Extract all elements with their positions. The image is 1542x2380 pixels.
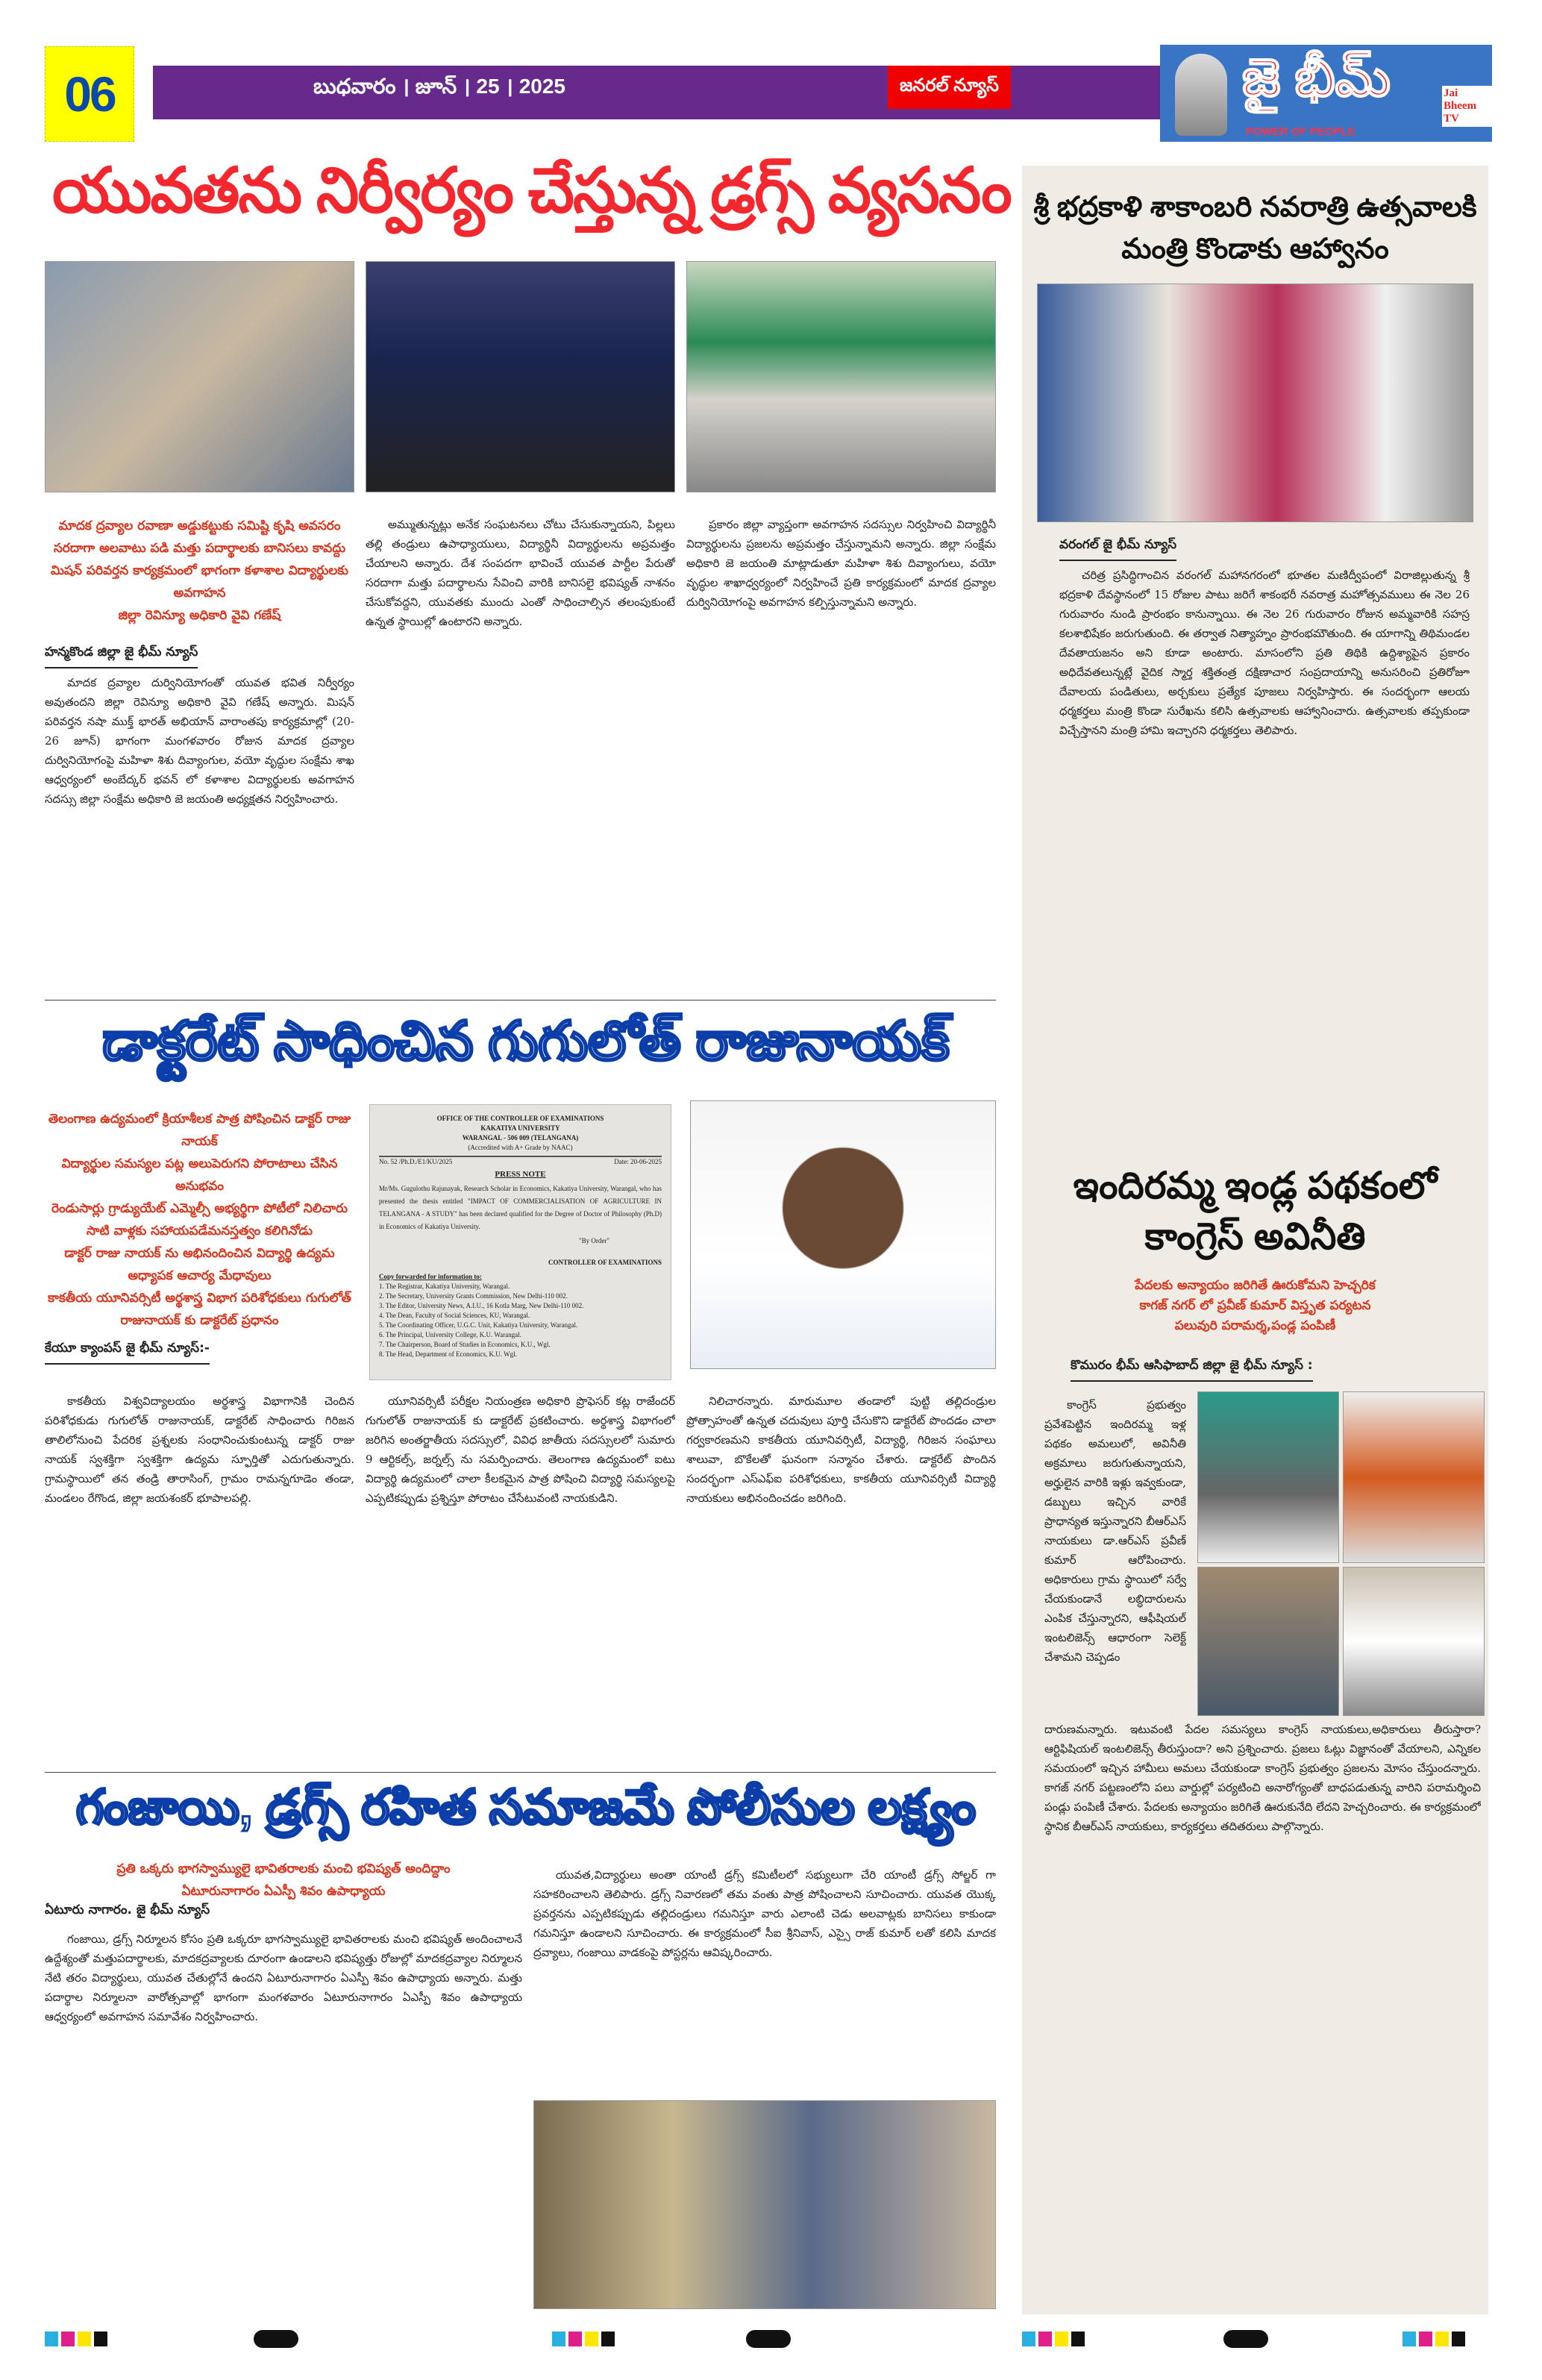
article-column: అమ్ముతున్నట్లు అనేక సంఘటనలు చోటు చేసుకున్నాయని, పిల్లలు తల్లి తండ్రులు ఉపాధ్యాయులు, విద్యార్థినీ విద్యార్థులను అప్రమత్తం చేయాలని అన్నారు. దేశ సంపదగా భావించే యువత పార్టీల పేరుతో సరదాగా మత్తు పదార్థాలను సేవించి వారికి బానిసలై భవిష్యత్ నాశనం చేసుకోవద్దని, యువతకు ముందు ఎంతో సాధించాల్సిన తలంపుకుంటే ఉన్నత స్థాయిల్లో ఉంటారని అన్నారు.: [366, 518, 675, 628]
page-number: 06: [45, 46, 134, 142]
subhead: పేదలకు అన్యాయం జరిగితే ఊరుకోమని హెచ్చరిక: [1135, 1278, 1376, 1293]
photo-audience: [366, 261, 675, 492]
logo-name: జై భీమ్: [1242, 48, 1391, 107]
press-copy-item: 4. The Dean, Faculty of Social Sciences, KU, Warangal.: [379, 1312, 530, 1319]
press-university: KAKATIYA UNIVERSITY: [480, 1124, 560, 1132]
press-date: Date: 20-06-2025: [614, 1158, 662, 1165]
photo-mission-parivarthana: [686, 261, 996, 492]
byline: కొమురం భీమ్ ఆసిఫాబాద్ జిల్లా జై భీమ్ న్యూస్ :: [1071, 1358, 1313, 1382]
press-copy-item: 2. The Secretary, University Grants Commission, New Delhi-110 002.: [379, 1292, 568, 1300]
headline-bhadrakali: శ్రీ భద్రకాళి శాకాంబరి నవరాత్రి ఉత్సవాలకి మంత్రి కొండాకు ఆహ్వానం: [1033, 192, 1477, 265]
subhead: సరదాగా అలవాటు పడి మత్తు పదార్థాలకు బానిసలు కావద్దు: [53, 541, 346, 556]
photo-visit-4: [1343, 1567, 1485, 1716]
registration-mark: [1223, 2330, 1268, 2348]
byline: వరంగల్ జై భీమ్ న్యూస్: [1059, 537, 1176, 561]
divider: [45, 1772, 996, 1773]
story-bhadrakali-body: [1059, 537, 1470, 1155]
issue-date: బుధవారం । జూన్ । 25 । 2025: [313, 75, 565, 98]
subhead: పలువురి పరామర్శ,పండ్ల పంపిణీ: [1174, 1318, 1336, 1333]
subheads-story5: [1037, 1276, 1473, 1336]
press-copy-heading: Copy forwarded for information to:: [379, 1273, 482, 1280]
press-copy-item: 7. The Chairperson, Board of Studies in Economics, K.U., Wgl.: [379, 1341, 551, 1348]
byline: కేయూ క్యాంపస్ జై భీమ్ న్యూస్:-: [45, 1341, 210, 1365]
subhead: మాదక ద్రవ్యాల రవాణా అడ్డుకట్టుకు సమిష్టి కృషి అవసరం: [58, 519, 341, 533]
press-copy-item: 6. The Principal, University College, K.U. Warangal.: [379, 1331, 521, 1338]
press-address: WARANGAL - 506 009 (TELANGANA): [462, 1134, 579, 1142]
article-column: నిలిచారన్నారు. మారుమూల తండాలో పుట్టి తల్లిదండ్రుల ప్రోత్సాహంతో ఉన్నత చదువులు పూర్తి చేసుకొని డాక్టరేట్ పొందడం చాలా గర్వకారణమని కాకతీయ యూనివర్సిటీ, విద్యార్థి, గిరిజన సంఘాలు శాలువా, బొకేలతో ఘనంగా సన్మానం చేశారు. డాక్టరేట్ పొందిన సందర్భంగా ఎస్ఎఫ్ఐ పరిశోధకులు, కాకతీయ యూనివర్సిటీ విద్యార్థి నాయకులు అభినందించడం జరిగింది.: [686, 1394, 996, 1505]
article-column: యువత,విద్యార్థులు అంతా యాంటీ డ్రగ్స్ కమిటీలలో సభ్యులుగా చేరి యాంటీ డ్రగ్స్ సోల్జర్ గా సహకరించాలని తెలిపారు. డ్రగ్స్ నివారణలో తమ వంతు పాత్ర పోషించాలని సూచించారు. యువత యొక్క ప్రవర్తనను ఎప్పటికప్పుడు తల్లిదండ్రులు గమనిస్తూ వారు ఎలాంటి చెడు అలవాట్లకు బానిసలు కాకుండా గమనిస్తూ ఉండాలని సూచించారు. ఈ కార్యక్రమంలో సీఐ శ్రీనివాస్, ఎస్సై రాజ్ కుమార్ లతో కలిసి మాదక ద్రవ్యాలు, గంజాయి వాడకంపై పోస్టర్లను ఆవిష్కరించారు.: [533, 1868, 996, 1959]
logo-tagline: POWER OF PEOPLE: [1246, 125, 1355, 138]
registration-mark: [254, 2330, 298, 2348]
photo-lamp-lighting: [45, 261, 354, 492]
headline-ganja: గంజాయి, డ్రగ్స్ రహిత సమాజమే పోలీసుల లక్ష్యం: [75, 1780, 977, 1834]
registration-mark: [746, 2330, 791, 2348]
subhead: కాగజ్ నగర్ లో ప్రవీణ్ కుమార్ విస్తృత పర్యటన: [1139, 1298, 1371, 1313]
photo-visit-1: [1197, 1391, 1339, 1563]
press-signatory: CONTROLLER OF EXAMINATIONS: [548, 1259, 662, 1266]
press-accreditation: (Accredited with A+ Grade by NAAC): [468, 1144, 573, 1151]
photo-minister-invitation: [1037, 284, 1473, 522]
subheads-story3: [45, 1858, 522, 2295]
press-text: Mr/Ms. Gugulothu Rajunayak, Research Scholar in Economics, Kakatiya University, Warangal, who has presented the thesis entitled "IMPACT OF COMMERCIALISATION OF AGRICULTURE IN TELANGANA - A STUDY" has been declared qualified for the Degree of Doctor of Philosophy (Ph.D) in Economics of Kakatiya University.: [379, 1185, 662, 1230]
subheads-story1: [45, 515, 354, 927]
article-body: దారుణమన్నారు. ఇటువంటి పేదల సమస్యలు కాంగ్రెస్ నాయకులు,అధికారులు తీరుస్తారా? ఆర్టిఫిషియల్ ఇంటలిజెన్స్ తీరుస్తుందా? అని ప్రశ్నించారు. ప్రజలు ఓట్లు విజ్ఞానంతో వేయాలని, ఎన్నికల సమయంలో ఇచ్చిన హామీలు అమలు చేయకుండా కాంగ్రెస్ ప్రభుత్వం ప్రజలను మోసం చేస్తుందన్నారు. కాగజ్ నగర్ పట్టణంలోని పలు వార్డుల్లో పర్యటించి అనారోగ్యంతో బాధపడుతున్న వారిని పరామర్శించి పండ్లు పంపిణీ చేశారు. పేదలకు అన్యాయం జరిగితే ఊరుకునేది లేదని హెచ్చరించారు. ఈ కార్యక్రమంలో స్థానిక బీఆర్ఎస్ నాయకులు, కార్యకర్తలు తదితరులు పాల్గొన్నారు.: [1044, 1723, 1481, 1833]
subheads-story2: [45, 1108, 354, 1369]
article-column: యూనివర్సిటీ పరీక్షల నియంత్రణ అధికారి ప్రొఫెసర్ కట్ల రాజేందర్ గుగులోత్ రాజునాయక్ కు డాక్టరేట్ ప్రకటించారు. అర్థశాస్త్ర విభాగంలో జరిగిన అంతర్జాతీయ సదస్సులో, వివిధ జాతీయ సదస్సులలో సుమారు 9 ఆర్టికల్స్, జర్నల్స్ ను సమర్పించారు. తెలంగాణ ఉద్యమంలో ఐటు విద్యార్థి ఉద్యమంలో చాలా కీలకమైన పాత్ర పోషించి విద్యార్థి సమస్యలపై ఎప్పటికప్పుడు ప్రశ్నిస్తూ పోరాటం చేసేటువంటి నాయకుడిని.: [366, 1394, 675, 1505]
headline-indiramma: ఇందిరమ్మ ఇండ్ల పథకంలో కాంగ్రెస్ అవినీతి: [1073, 1165, 1438, 1257]
article-column: మాదక ద్రవ్యాల దుర్వినియోగంతో యువత భవిత నిర్వీర్యం అవుతందని జిల్లా రెవిన్యూ అధికారి వైవి గణేష్ అన్నారు. మిషన్ పరివర్తన నషా ముక్త్ భారత్ అభియాన్ వారాంతపు కార్యక్రమాల్లో (20-26 జూన్) భాగంగా మంగళవారం రోజున మాదక ద్రవ్యాల దుర్వినియోగంపై మహిళా శిశు దివ్యాంగుల, వయో వృద్ధుల సంక్షేమ శాఖ ఆధ్వర్యంలో అంబేద్కర్ భవన్ లో కళాశాల విద్యార్థులకు అవగాహన సదస్సు జిల్లా సంక్షేమ అధికారి జె జయంతి అధ్యక్షతన నిర్వహించారు.: [45, 676, 354, 806]
subhead: ఏటూరునాగారం ఏఎస్పీ శివం ఉపాధ్యాయ: [181, 1884, 386, 1899]
subhead: సాటి వాళ్లకు సహాయపడేమనస్తత్వం కలిగినోడు: [86, 1224, 313, 1238]
photo-visit-2: [1343, 1391, 1485, 1563]
article-column: గంజాయి, డ్రగ్స్ నిర్మూలన కోసం ప్రతి ఒక్కరూ భాగస్వామ్యులై భావితరాలకు మంచి భవిష్యత్ అందించాలనే ఉద్దేశ్యంతో మత్తుపదార్థాలకు, మాదకద్రవ్యాలకు దూరంగా ఉండాలని భవిష్యత్తు రోజుల్లో మాదకద్రవ్యాల నిర్మూలన నేటి తరం విద్యార్థులు, యువత చేతుల్లోనే ఉందని ఏటూరునాగారం ఏఎస్పీ శివం ఉపాధ్యాయ అన్నారు. మత్తు పదార్థాల నిర్మూలనా వారోత్సవాల్లో భాగంగా మంగళవారం ఏటూరునాగారం ఏఎస్పీ శివం ఉపాధ్యాయ ఆధ్వర్యంలో అవగాహన సమావేశం నిర్వహించారు.: [45, 1932, 522, 2023]
color-registration-bar: [552, 2332, 615, 2346]
subhead: ప్రతి ఒక్కరు భాగస్వామ్యులై భావితరాలకు మంచి భవిష్యత్ అందిద్దాం: [116, 1861, 451, 1876]
byline: ఏటూరు నాగారం. జై భీమ్ న్యూస్: [45, 1903, 210, 1917]
press-copy-item: 1. The Registrar, Kakatiya University, Warangal.: [379, 1283, 510, 1290]
color-registration-bar: [1022, 2332, 1085, 2346]
headline-doctorate: డాక్టరేట్ సాధించిన గుగులోత్ రాజునాయక్: [102, 1012, 950, 1071]
subhead: రెండుసార్లు గ్రాడ్యుయేట్ ఎమ్మెల్సీ అభ్యర్థిగా పోటీలో నిలిచారు: [51, 1201, 348, 1216]
portrait-icon: [1175, 54, 1227, 136]
subhead: తెలంగాణ ఉద్యమంలో క్రియాశీలక పాత్ర పోషించిన డాక్టర్ రాజు నాయక్: [48, 1112, 351, 1149]
press-number: No. 52 /Ph.D./E1/KU/2025: [379, 1158, 453, 1165]
press-office: OFFICE OF THE CONTROLLER OF EXAMINATIONS: [436, 1115, 604, 1122]
press-copy-item: 3. The Editor, University News, A.I.U., 16 Kotla Marg, New Delhi-110 002.: [379, 1302, 584, 1309]
press-copy-item: 8. The Head, Department of Economics, K.U. Wgl.: [379, 1350, 517, 1358]
article-column: కాకతీయ విశ్వవిద్యాలయం అర్థశాస్త్ర విభాగానికి చెందిన పరిశోధకుడు గుగులోత్ రాజునాయక్, డాక్టరేట్ సాధించారు గిరిజన తాలిలోనుంచి పేదరిక ప్రశ్నలకు సంధానించుకుంటున్న డాక్టర్ రాజు నాయక్ స్వశక్తిగా స్వశక్తిగా ఉద్యమ స్ఫూర్తితో ఎదుగుతున్నారు. గ్రామస్థాయిలో తన తండ్రి తారాసింగ్, గ్రామం రామన్నగూడెం తండా, మండలం రేగొండ, జిల్లా జయశంకర్ భూపాలపల్లి.: [45, 1394, 354, 1505]
masthead-logo: [1160, 45, 1492, 142]
headline-drugs-container: [52, 149, 1011, 239]
headline-drugs: యువతను నిర్వీర్యం చేస్తున్న డ్రగ్స్ వ్యసనం: [52, 155, 1011, 225]
logo-tv: Jai Bheem TV: [1442, 86, 1492, 127]
article-column: ప్రకారం జిల్లా వ్యాప్తంగా అవగాహన సదస్సుల నిర్వహించి విద్యార్థినీ విద్యార్థులను ప్రజలను అప్రమత్తం చేస్తున్నామని అన్నారు. జిల్లా సంక్షేమ అధికారి జె జయంతి మాట్లాడుతూ మహిళా శిశు దివ్యాంగులు, వయో వృద్ధుల శాఖాధ్వర్యంలో నిర్వహించే ప్రతి కార్యక్రమంలో మాదక ద్రవ్యాల దుర్వినియోగంపై అవగాహన కల్పిస్తున్నామని అన్నారు.: [686, 518, 996, 609]
photo-police-posters: [533, 2100, 996, 2309]
press-copy-item: 5. The Coordinating Officer, U.G.C. Unit, Kakatiya University, Warangal.: [379, 1321, 578, 1329]
press-by-order: "By Order": [578, 1237, 609, 1244]
byline: హన్మకొండ జిల్లా జై భీమ్ న్యూస్: [45, 645, 198, 668]
color-registration-bar: [1402, 2332, 1465, 2346]
press-title: PRESS NOTE: [495, 1170, 546, 1179]
portrait-rajunayak: [690, 1100, 996, 1369]
article-body: చరిత్ర ప్రసిద్ధిగాంచిన వరంగల్ మహానగరంలో భూతల మణిద్వీపంలో విరాజిల్లుతున్న శ్రీ భద్రకాళి దేవస్థానంలో 15 రోజుల పాటు జరిగే శాకంభరీ నవరాత్ర మహోత్సవములు ఈ నెల 26 గురువారం నుండి ప్రారంభం కానున్నాయి. ఈ నెల 26 గురువారం రోజున అమ్మవారికి సహస్ర కలశాభిషేకం జరుగుతుంది. ఈ తర్వాత నిత్యాహ్నం ప్రారంభమౌతుంది. ఈ యాగాన్ని తిథిమండల దేవతాయజనం అని కూడా అంటారు. మాసంలోని ప్రతి తిథికి ఉద్దిశ్యాపైన ప్రకారం అధిదేవతలున్నట్లే వైదిక స్మార్త శక్తితంత్ర దక్షిణాచార సంప్రదాయాన్ని అనుసరించి ప్రతిరోజూ దేవాలయ పండితులు, అర్చకులు ప్రత్యేక పూజలు నిర్వహిస్తారు. ఈ సందర్భంగా ఆలయ ధర్మకర్తలు మంత్రి కొండా సురేఖను కలిసి ఉత్సవాలకు ఆహ్వానించారు. ఉత్సవాలకు తప్పకుండా విచ్చేస్తానని మంత్రి హామి ఇచ్చారని ధర్మకర్తలు తెలిపారు.: [1059, 569, 1470, 737]
subhead: మిషన్ పరివర్తన కార్యక్రమంలో భాగంగా కళాశాల విద్యార్థులకు అవగాహన: [50, 563, 349, 601]
subhead: విద్యార్థుల సమస్యల పట్ల అలుపెరుగని పోరాటాలు చేసిన అనుభవం: [61, 1156, 338, 1194]
press-note-image: [369, 1104, 671, 1380]
subhead: కాకతీయ యూనివర్సిటీ అర్థశాస్త్ర విభాగ పరిశోధకులు గుగులోత్ రాజునాయక్ కు డాక్టరేట్ ప్రధానం: [48, 1291, 351, 1328]
photo-visit-3: [1197, 1567, 1339, 1716]
section-label: జనరల్ న్యూస్: [888, 66, 1011, 109]
article-body: కాంగ్రెస్ ప్రభుత్వం ప్రవేశపెట్టిన ఇందిరమ్మ ఇళ్ల పథకం అమలులో, అవినీతి అక్రమాలు జరుగుతున్నాయని, అర్హులైన వారికి ఇళ్లు ఇవ్వకుండా, డబ్బులు ఇచ్చిన వారికే ప్రాధాన్యత ఇస్తున్నారని బీఆర్ఎస్ నాయకులు డా.ఆర్ఎస్ ప్రవీణ్ కుమార్ ఆరోపించారు. అధికారులు గ్రామ స్థాయిలో సర్వే చేయకుండానే లబ్ధిదారులను ఎంపిక చేస్తున్నారని, ఆఫీషియల్ ఇంటలిజెన్స్ ఆధారంగా సెలెక్ట్ చేశామని చెప్పడం: [1044, 1398, 1186, 1664]
subhead: జిల్లా రెవిన్యూ అధికారి వైవి గణేష్: [118, 608, 281, 623]
color-registration-bar: [45, 2332, 107, 2346]
subhead: డాక్టర్ రాజు నాయక్ ను అభినందించిన విద్యార్థి ఉద్యమ అధ్యాపక ఆచార్య మేధావులు: [64, 1246, 335, 1283]
